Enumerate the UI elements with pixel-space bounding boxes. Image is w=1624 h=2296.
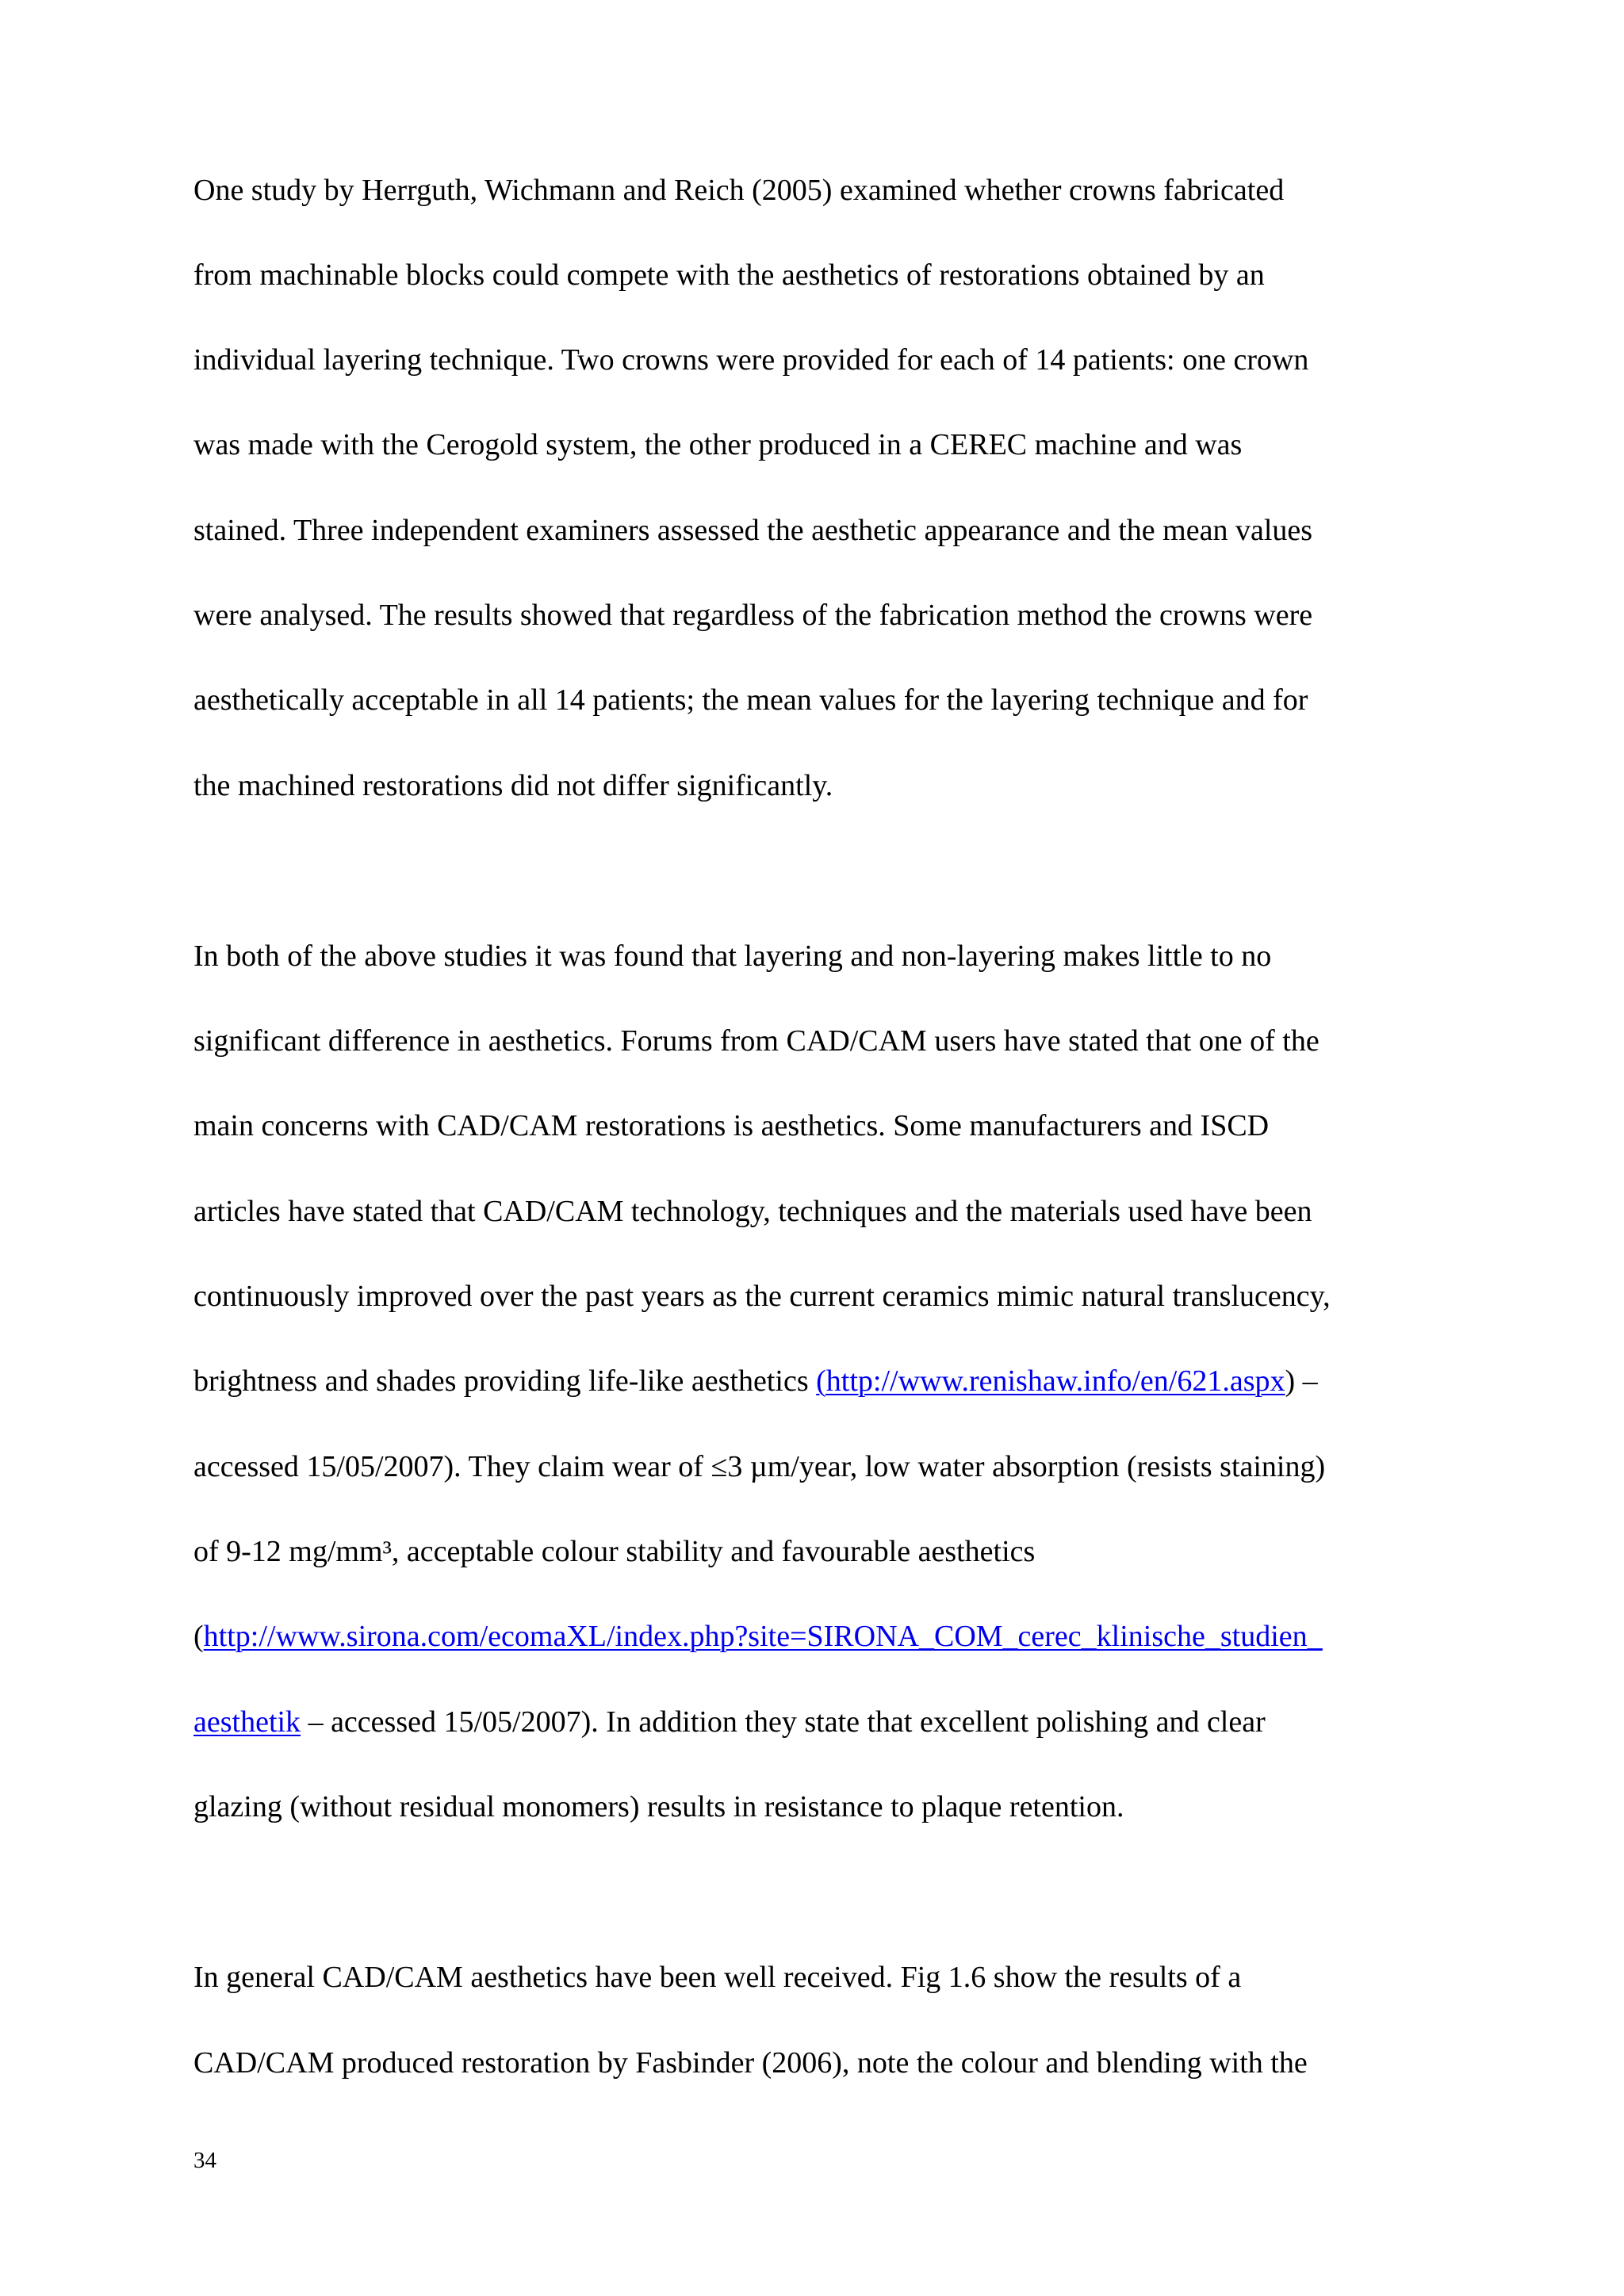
- paragraph-2-line-1: In both of the above studies it was found that layering and non-layering makes little to no: [193, 939, 1272, 973]
- paragraph-1-line-3: individual layering technique. Two crowns were provided for each of 14 patients: one crown: [193, 343, 1309, 377]
- paragraph-2-line-7: accessed 15/05/2007). They claim wear of ≤3 µm/year, low water absorption (resists staining): [193, 1450, 1326, 1483]
- paragraph-3-line-1: In general CAD/CAM aesthetics have been well received. Fig 1.6 show the results of a: [193, 1961, 1242, 1994]
- paragraph-2-line-3: main concerns with CAD/CAM restorations is aesthetics. Some manufacturers and ISCD: [193, 1109, 1270, 1142]
- sirona-link-continued[interactable]: aesthetik: [193, 1705, 301, 1739]
- paragraph-2-line-4: articles have stated that CAD/CAM technology, techniques and the materials used have been: [193, 1195, 1312, 1228]
- line-6-text-after: ) –: [1285, 1364, 1318, 1398]
- paragraph-1-line-4: was made with the Cerogold system, the other produced in a CEREC machine and was: [193, 428, 1243, 461]
- paragraph-1-line-1: One study by Herrguth, Wichmann and Reich (2005) examined whether crowns fabricated: [193, 174, 1285, 207]
- line-9-open-paren: (: [193, 1620, 204, 1653]
- paragraph-1-line-8: the machined restorations did not differ significantly.: [193, 769, 833, 802]
- paragraph-2-line-8: of 9-12 mg/mm³, acceptable colour stability and favourable aesthetics: [193, 1535, 1036, 1568]
- line-10-text-after: – accessed 15/05/2007). In addition they state that excellent polishing and clear: [301, 1705, 1266, 1739]
- sirona-link[interactable]: http://www.sirona.com/ecomaXL/index.php?site=SIRONA_COM_cerec_klinische_studien_: [203, 1620, 1323, 1653]
- paragraph-2-line-2: significant difference in aesthetics. Forums from CAD/CAM users have stated that one of the: [193, 1024, 1320, 1058]
- paragraph-2-line-10: [193, 1705, 1526, 1739]
- page-number: 34: [193, 2148, 216, 2173]
- paragraph-2-line-11: glazing (without residual monomers) results in resistance to plaque retention.: [193, 1790, 1124, 1823]
- line-6-text-before: brightness and shades providing life-like aesthetics: [193, 1364, 817, 1398]
- paragraph-1-line-7: aesthetically acceptable in all 14 patients; the mean values for the layering technique and for: [193, 683, 1308, 717]
- paragraph-2-line-9: [193, 1619, 1526, 1654]
- paragraph-1-line-2: from machinable blocks could compete with the aesthetics of restorations obtained by an: [193, 258, 1265, 292]
- paragraph-1-line-6: were analysed. The results showed that regardless of the fabrication method the crowns were: [193, 599, 1313, 632]
- paragraph-3-line-2: CAD/CAM produced restoration by Fasbinder (2006), note the colour and blending with the: [193, 2046, 1308, 2080]
- renishaw-link[interactable]: (http://www.renishaw.info/en/621.aspx: [816, 1364, 1285, 1398]
- paragraph-2-line-5: continuously improved over the past years as the current ceramics mimic natural translucency,: [193, 1280, 1331, 1313]
- paragraph-1-line-5: stained. Three independent examiners assessed the aesthetic appearance and the mean values: [193, 514, 1313, 547]
- paragraph-2-line-6: [193, 1364, 1526, 1399]
